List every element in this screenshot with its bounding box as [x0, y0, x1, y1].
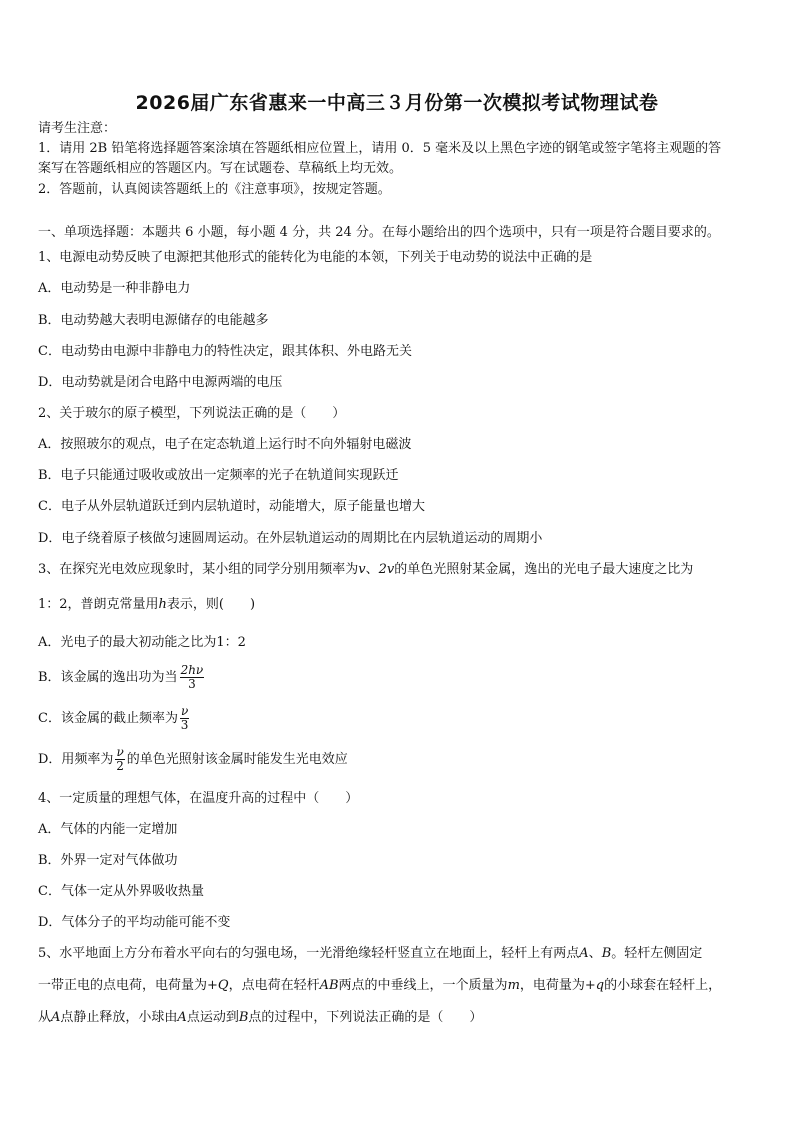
q5-line3-point-a-2: A	[177, 1010, 187, 1025]
q3-option-b-prefix: B．该金属的逸出功为当	[38, 670, 178, 685]
question-4-option-b[interactable]: B．外界一定对气体做功	[38, 853, 178, 868]
q3-var-2v: 2v	[378, 562, 395, 577]
q3-option-d-numerator: ν	[116, 745, 124, 759]
q5-var-q-small: q	[595, 978, 605, 993]
q3-option-d-prefix: D．用频率为	[38, 752, 114, 767]
q3-option-b-numerator: 2hν	[180, 663, 204, 677]
question-3-option-d[interactable]	[38, 745, 758, 775]
q3-option-d-denominator: 2	[116, 759, 124, 773]
question-3-stem-line-2	[38, 597, 758, 613]
q5-line3-part-3: 点运动到	[186, 1010, 239, 1025]
q3-option-c-numerator: ν	[180, 704, 189, 718]
question-1-option-c[interactable]: C．电动势由电源中非静电力的特性决定，跟其体积、外电路无关	[38, 344, 412, 359]
q3-var-h: h	[158, 597, 167, 612]
question-2-option-b[interactable]: B．电子只能通过吸收或放出一定频率的光子在轨道间实现跃迁	[38, 468, 399, 483]
question-2-option-d[interactable]: D．电子绕着原子核做匀速圆周运动。在外层轨道运动的周期比在内层轨道运动的周期小	[38, 531, 543, 546]
q5-var-ab: AB	[319, 978, 339, 993]
question-3-stem-line-1	[38, 562, 758, 578]
page-title: 2026届广东省惠来一中高三３月份第一次模拟考试物理试卷	[135, 92, 659, 114]
q5-line3-part-4: 点的过程中，下列说法正确的是（ ）	[248, 1010, 483, 1025]
q5-var-m: m	[507, 978, 520, 993]
q5-line3-part-1: 从	[38, 1010, 52, 1025]
question-1-option-a[interactable]: A．电动势是一种非静电力	[38, 281, 191, 296]
question-1-option-d[interactable]: D．电动势就是闭合电路中电源两端的电压	[38, 375, 283, 390]
question-1-option-b[interactable]: B．电动势越大表明电源储存的电能越多	[38, 313, 269, 328]
question-4-stem: 4、一定质量的理想气体，在温度升高的过程中（ ）	[38, 791, 359, 806]
q3-option-c-denominator: 3	[180, 718, 189, 732]
question-2-option-c[interactable]: C．电子从外层轨道跃迁到内层轨道时，动能增大，原子能量也增大	[38, 499, 425, 514]
q5-line3-point-b: B	[238, 1010, 249, 1025]
notice-item-1-line-2: 案写在答题纸相应的答题区内。写在试题卷、草稿纸上均无效。	[38, 161, 403, 176]
q5-point-a: A	[579, 946, 589, 961]
q5-line2-part-2: ，点电荷在轻杆	[228, 978, 320, 993]
q3-option-d-fraction	[115, 746, 124, 773]
q5-comma: 、	[588, 946, 602, 961]
question-2-option-a[interactable]: A．按照玻尔的观点，电子在定态轨道上运行时不向外辐射电磁波	[38, 437, 412, 452]
q5-line2-part-5: 的小球套在轻杆上，	[604, 978, 722, 993]
q3-stem-part-2: 的单色光照射某金属，逸出的光电子最大速度之比为	[394, 562, 694, 577]
question-5-stem-line-3	[38, 1010, 758, 1026]
question-2-stem: 2、关于玻尔的原子模型，下列说法正确的是（ ）	[38, 406, 346, 421]
q5-line3-point-a: A	[51, 1010, 61, 1025]
q3-var-v: v	[358, 562, 366, 577]
q3-line2-part-1: 1：2，普朗克常量用	[38, 597, 159, 612]
question-4-option-d[interactable]: D．气体分子的平均动能可能不变	[38, 915, 231, 930]
q5-line1-part-2: 。轻杆左侧固定	[611, 946, 703, 961]
q3-option-c-fraction	[180, 705, 189, 732]
question-4-option-c[interactable]: C．气体一定从外界吸收热量	[38, 884, 204, 899]
q5-line2-part-4: ，电荷量为+	[519, 978, 596, 993]
q3-option-b-fraction	[180, 664, 205, 691]
q3-option-d-suffix: 的单色光照射该金属时能发生光电效应	[126, 752, 348, 767]
q3-stem-part-1: 3、在探究光电效应现象时，某小组的同学分别用频率为	[38, 562, 359, 577]
q5-point-b: B	[601, 946, 612, 961]
q3-sep: 、	[365, 562, 379, 577]
question-3-option-a[interactable]: A．光电子的最大初动能之比为1：2	[38, 635, 246, 650]
q5-line1-part-1: 5、水平地面上方分布着水平向右的匀强电场，一光滑绝缘轻杆竖直立在地面上，轻杆上有两点	[38, 946, 580, 961]
notice-item-2: 2．答题前，认真阅读答题纸上的《注意事项》，按规定答题。	[38, 182, 391, 197]
q3-option-b-denominator: 3	[188, 677, 196, 691]
q5-line3-part-2: 点静止释放，小球由	[60, 1010, 178, 1025]
question-3-option-c[interactable]	[38, 704, 758, 734]
question-5-stem-line-1	[38, 946, 758, 962]
q5-line2-part-1: 一带正电的点电荷，电荷量为+	[38, 978, 218, 993]
question-4-option-a[interactable]: A．气体的内能一定增加	[38, 822, 178, 837]
question-3-option-b[interactable]	[38, 663, 758, 693]
notice-item-1-line-1: 1．请用 2B 铅笔将选择题答案涂填在答题纸相应位置上，请用 0．5 毫米及以上黑色字迹的钢笔或签字笔将主观题的答	[38, 141, 722, 156]
notice-header: 请考生注意：	[38, 121, 117, 136]
question-5-stem-line-2	[38, 978, 758, 994]
q3-line2-part-2: 表示，则( )	[166, 597, 256, 612]
q3-option-c-prefix: C．该金属的截止频率为	[38, 711, 178, 726]
q5-var-q-big: Q	[217, 978, 229, 993]
q5-line2-part-3: 两点的中垂线上，一个质量为	[338, 978, 508, 993]
question-1-stem: 1、电源电动势反映了电源把其他形式的能转化为电能的本领，下列关于电动势的说法中正确的是	[38, 250, 593, 265]
section-heading: 一、单项选择题：本题共 6 小题，每小题 4 分，共 24 分。在每小题给出的四个选项中，只有一项是符合题目要求的。	[38, 225, 720, 240]
